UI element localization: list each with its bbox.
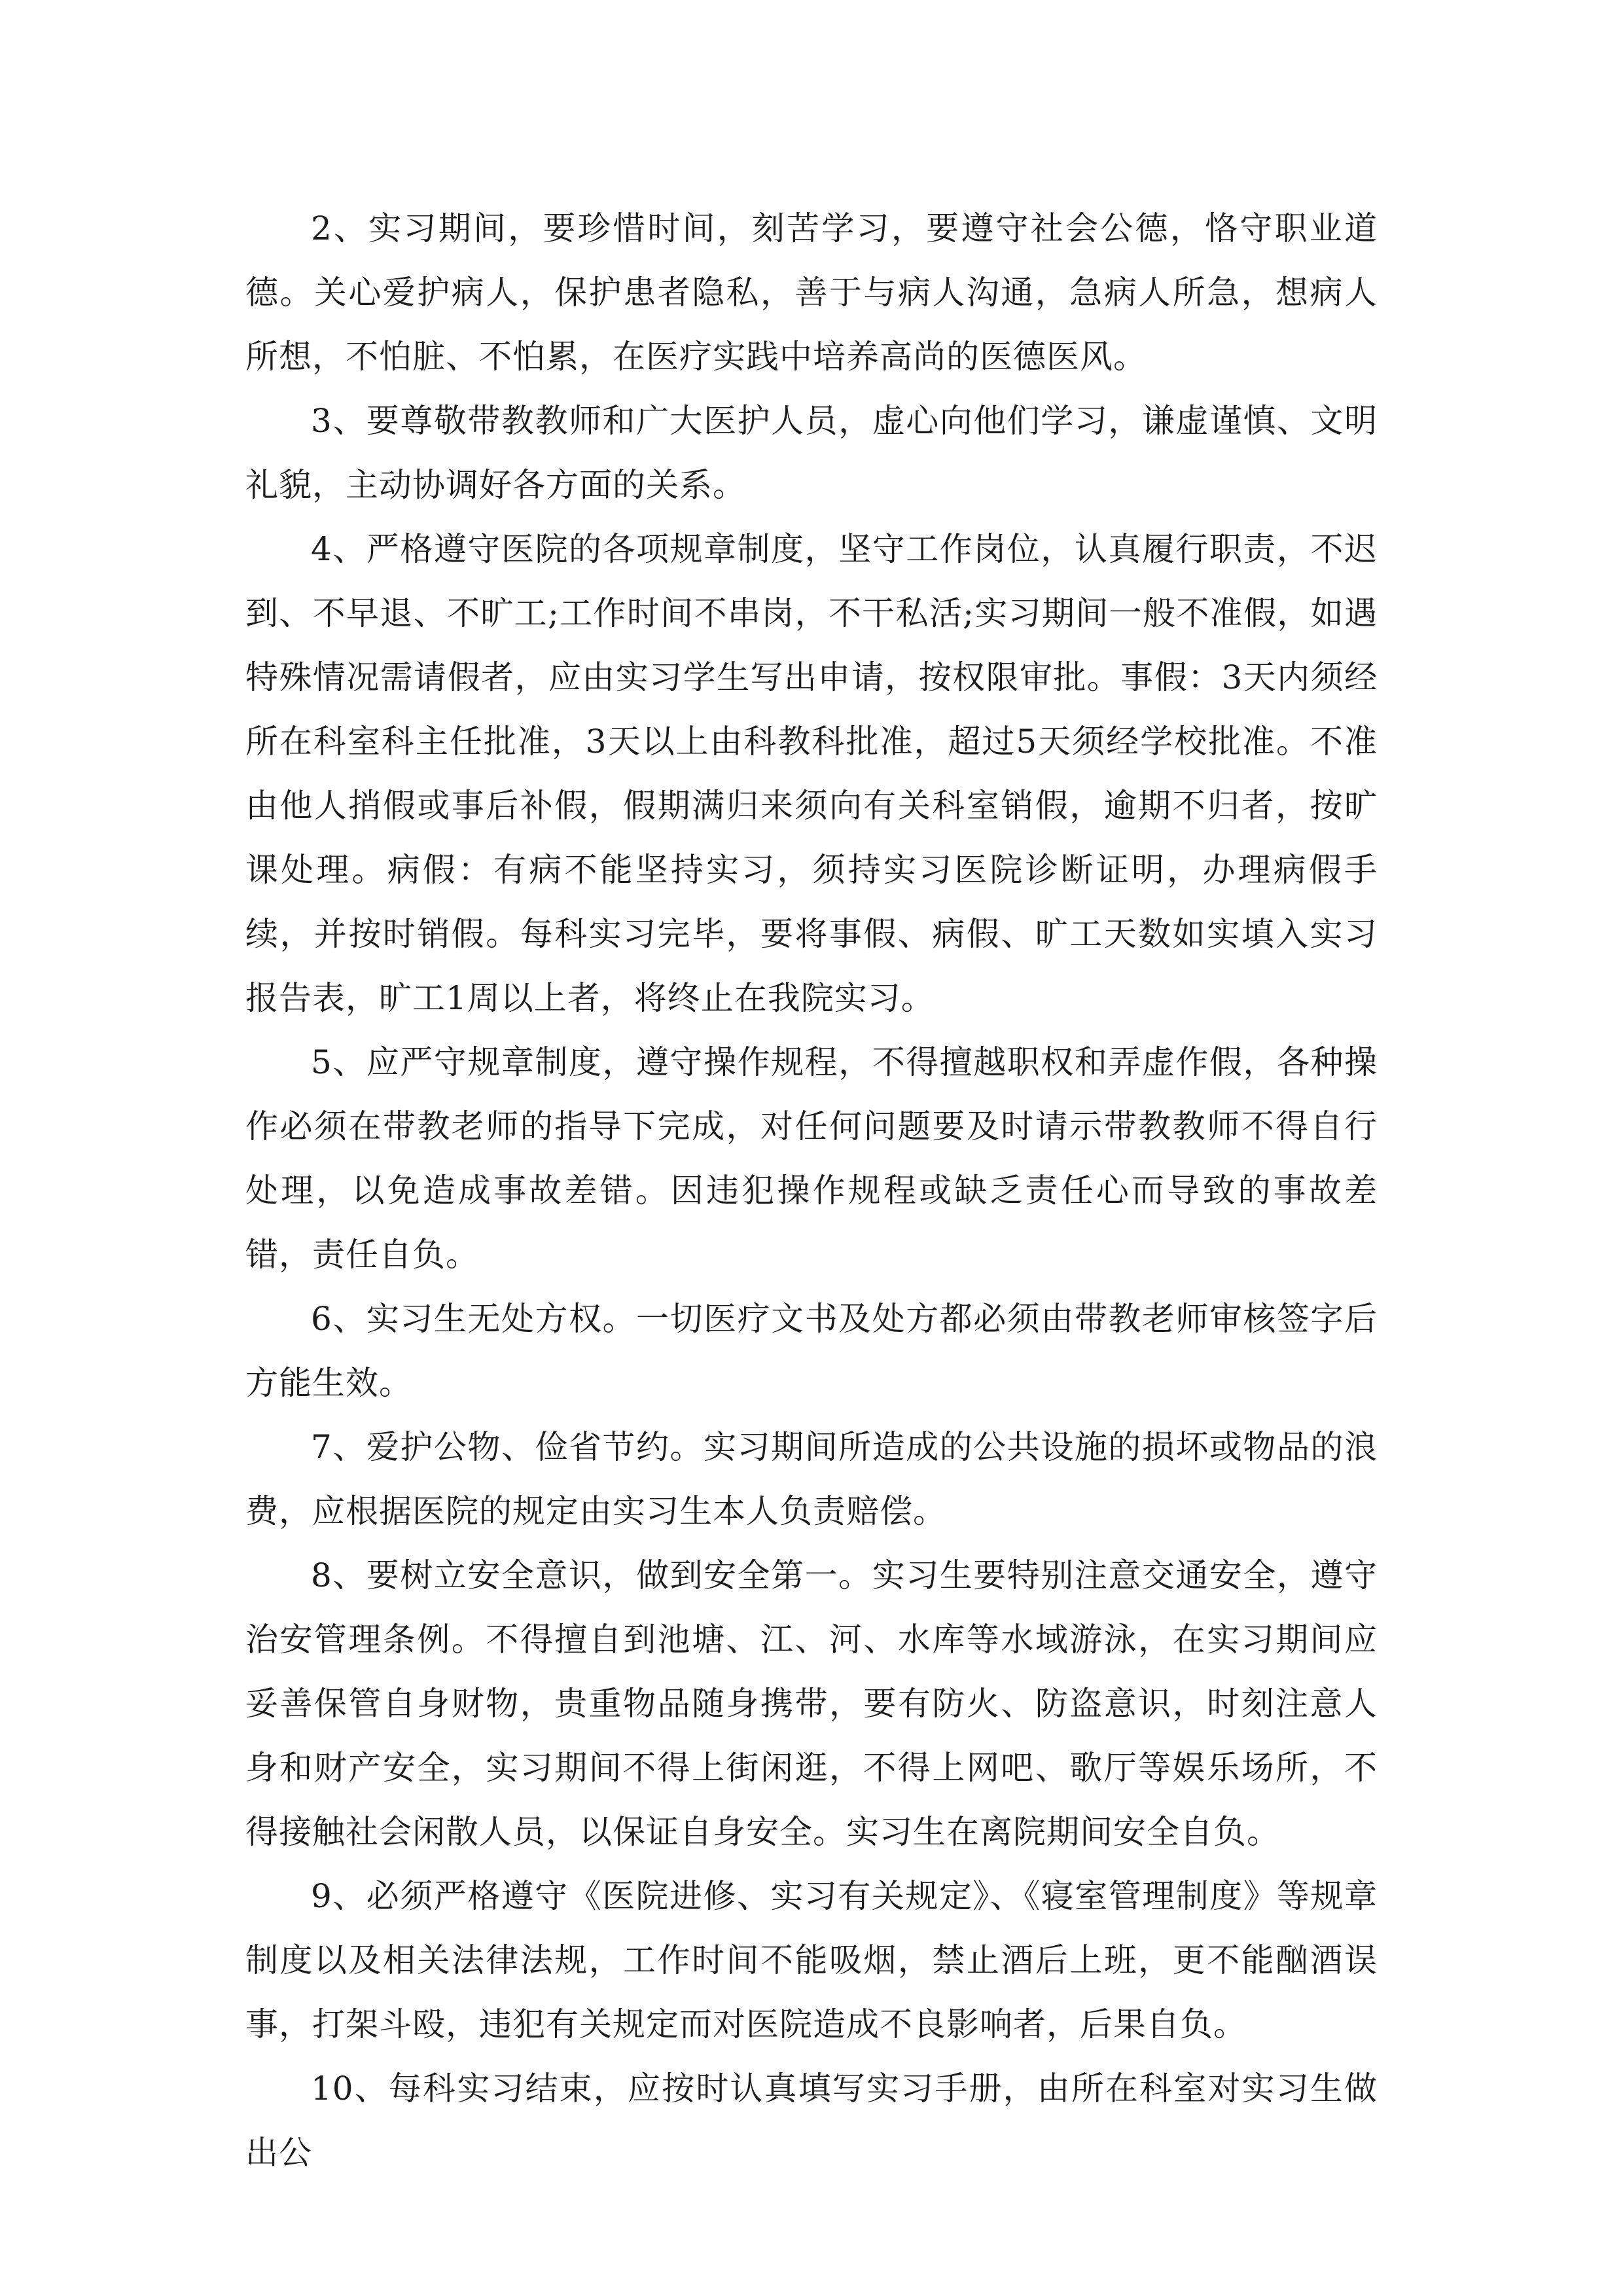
paragraph-rule-3: 3、要尊敬带教教师和广大医护人员，虚心向他们学习，谦虚谨慎、文明礼貌，主动协调好各方面的关系。 [245, 402, 1378, 504]
paragraph-rule-8: 8、要树立安全意识，做到安全第一。实习生要特别注意交通安全，遵守治安管理条例。不得擅自到池塘、江、河、水库等水域游泳，在实习期间应妥善保管自身财物，贵重物品随身携带，要有防火、防盗意识，时刻注意人身和财产安全，实习期间不得上街闲逛，不得上网吧、歌厅等娱乐场所，不得接触社会闲散人员，以保证自身安全。实习生在离院期间安全自负。 [245, 1556, 1378, 1851]
paragraph-rule-6: 6、实习生无处方权。一切医疗文书及处方都必须由带教老师审核签字后方能生效。 [245, 1300, 1378, 1402]
paragraph-rule-10: 10、每科实习结束，应按时认真填写实习手册，由所在科室对实习生做出公 [245, 2070, 1378, 2172]
paragraph-rule-5: 5、应严守规章制度，遵守操作规程，不得擅越职权和弄虚作假，各种操作必须在带教老师的指导下完成，对任何问题要及时请示带教教师不得自行处理，以免造成事故差错。因违犯操作规程或缺乏责任心而导致的事故差错，责任自负。 [245, 1043, 1378, 1274]
document-page [245, 196, 1378, 2185]
paragraph-rule-9: 9、必须严格遵守《医院进修、实习有关规定》、《寝室管理制度》等规章制度以及相关法律法规，工作时间不能吸烟，禁止酒后上班，更不能酗酒误事，打架斗殴，违犯有关规定而对医院造成不良影响者，后果自负。 [245, 1877, 1378, 2043]
paragraph-rule-2: 2、实习期间，要珍惜时间，刻苦学习，要遵守社会公德，恪守职业道德。关心爱护病人，保护患者隐私，善于与病人沟通，急病人所急，想病人所想，不怕脏、不怕累，在医疗实践中培养高尚的医德医风。 [245, 209, 1378, 376]
paragraph-rule-7: 7、爱护公物、俭省节约。实习期间所造成的公共设施的损坏或物品的浪费，应根据医院的规定由实习生本人负责赔偿。 [245, 1428, 1378, 1530]
paragraph-rule-4: 4、严格遵守医院的各项规章制度，坚守工作岗位，认真履行职责，不迟到、不早退、不旷工;工作时间不串岗，不干私活;实习期间一般不准假，如遇特殊情况需请假者，应由实习学生写出申请，按权限审批。事假：3天内须经所在科室科主任批准，3天以上由科教科批准，超过5天须经学校批准。不准由他人捎假或事后补假，假期满归来须向有关科室销假，逾期不归者，按旷课处理。病假：有病不能坚持实习，须持实习医院诊断证明，办理病假手续，并按时销假。每科实习完毕，要将事假、病假、旷工天数如实填入实习报告表，旷工1周以上者，将终止在我院实习。 [245, 530, 1378, 1017]
